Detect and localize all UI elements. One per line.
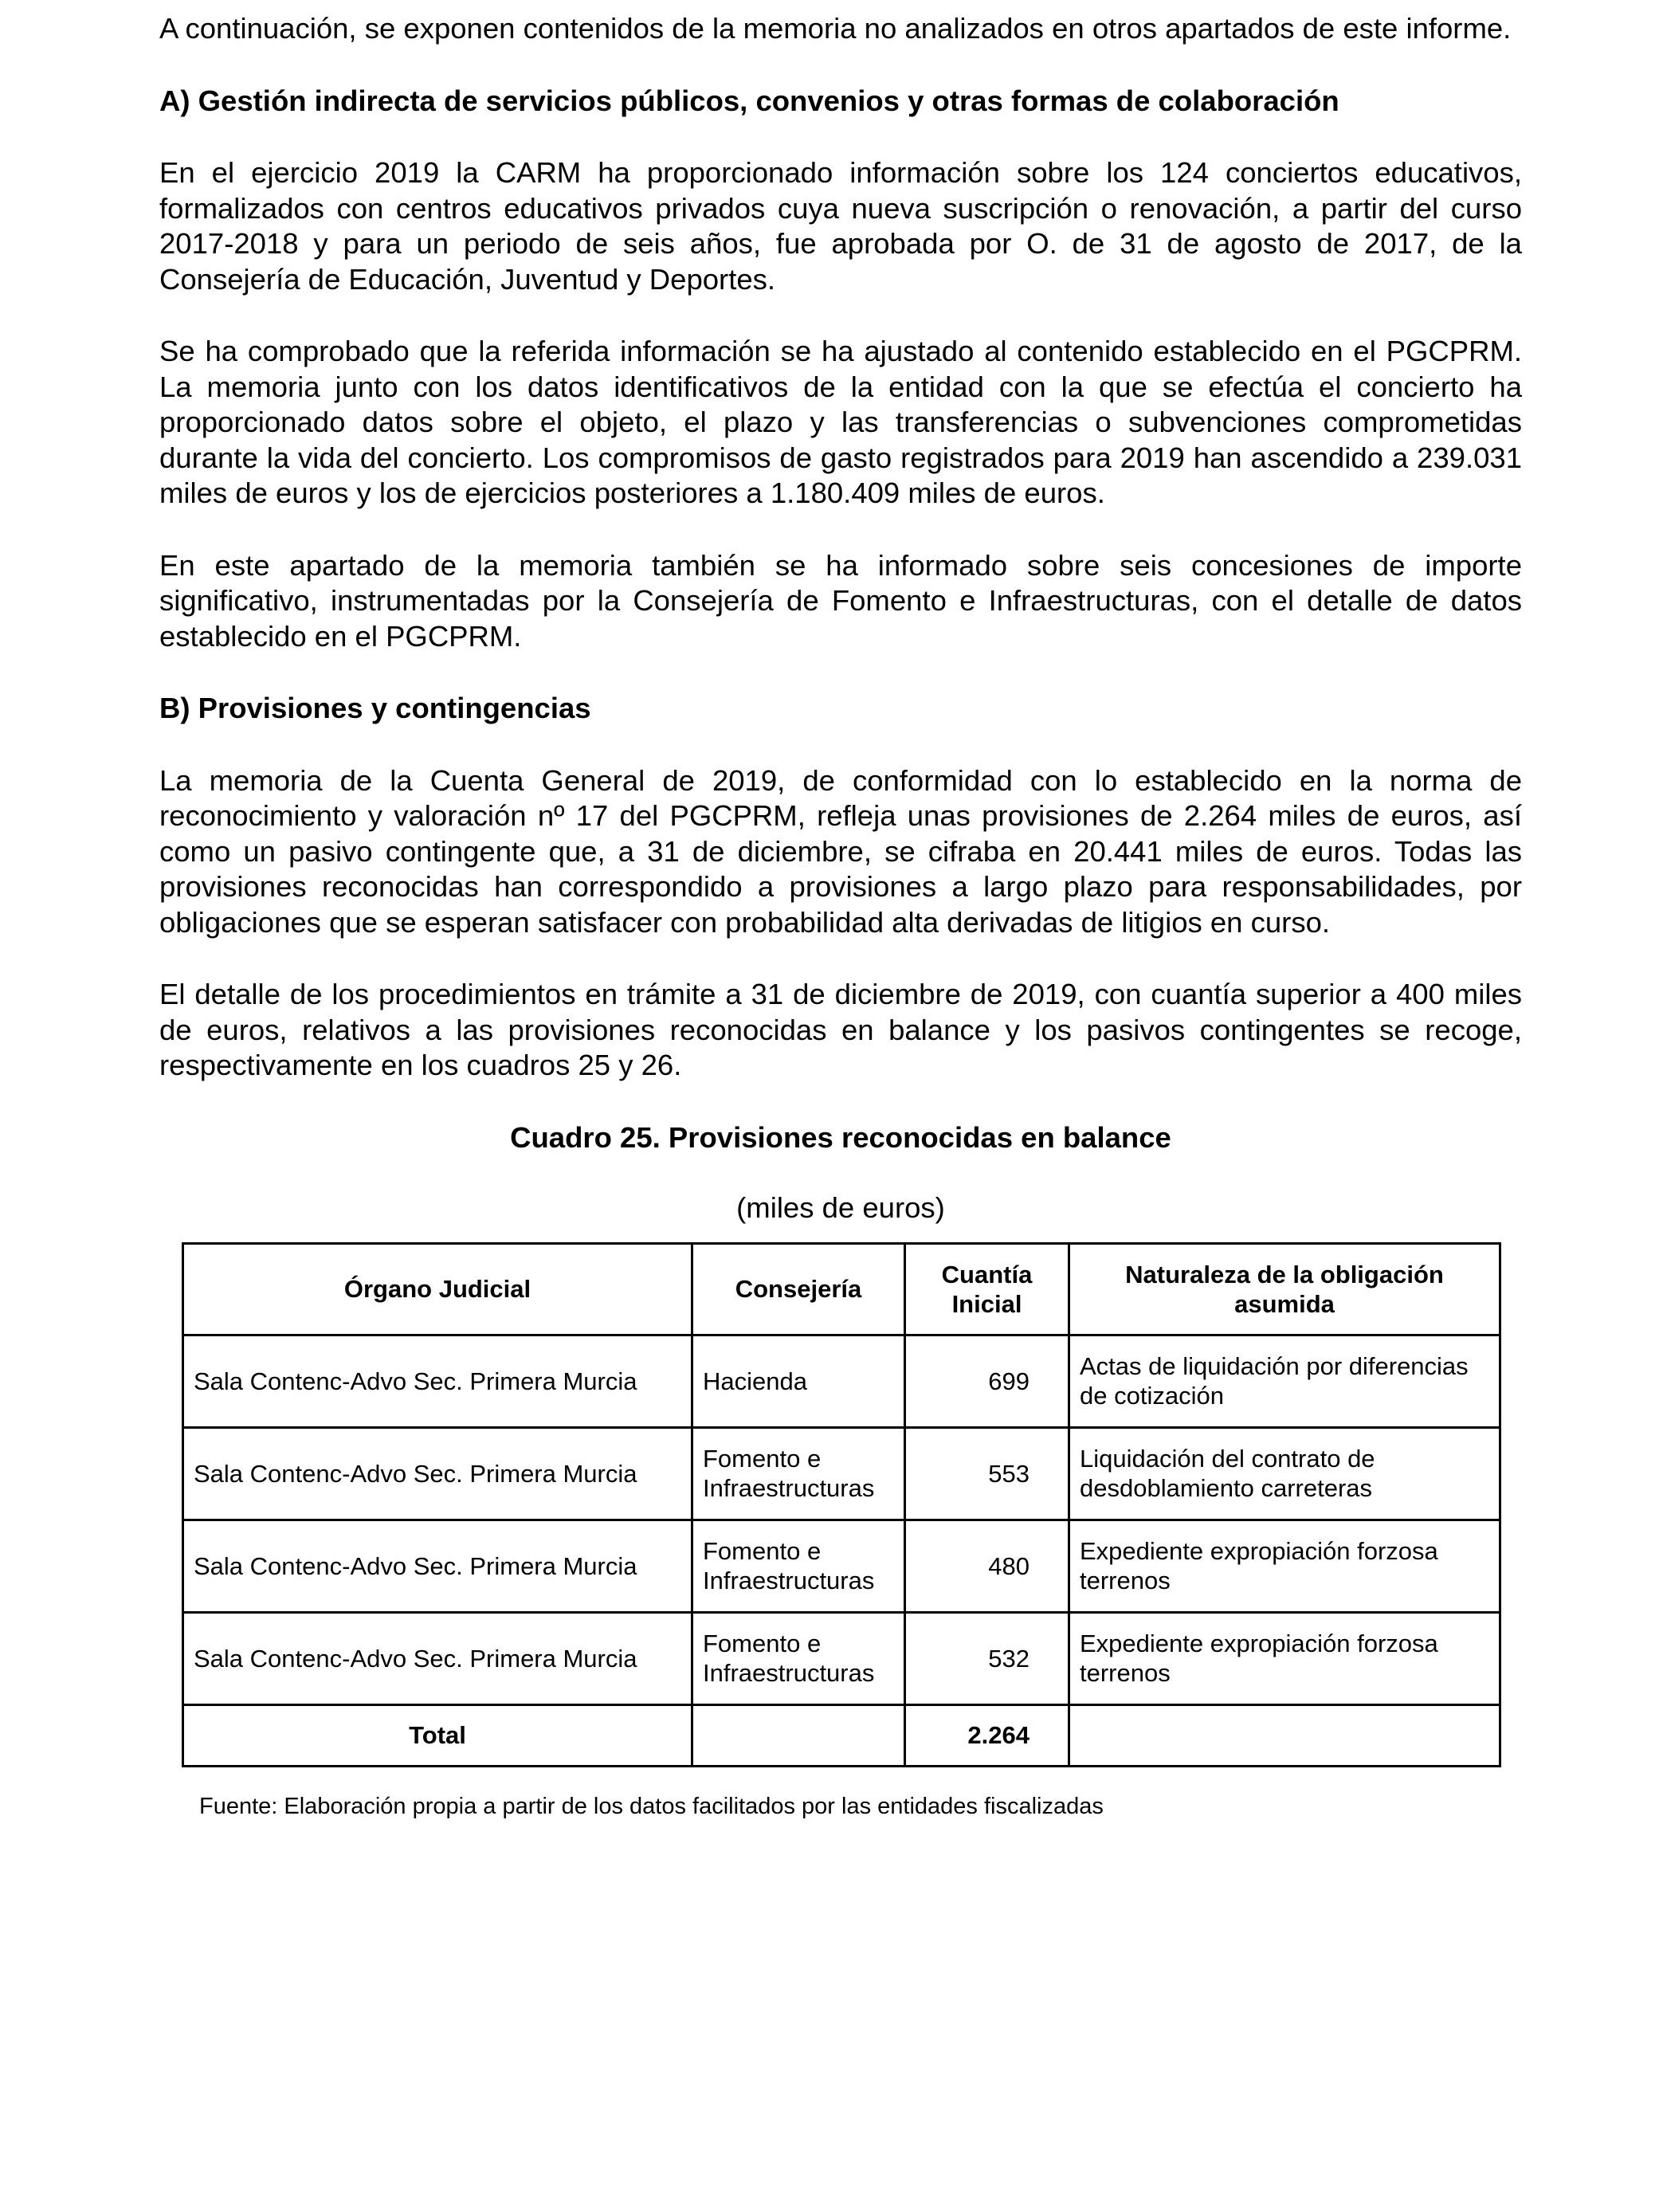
cell-organo: Sala Contenc-Advo Sec. Primera Murcia (183, 1520, 692, 1612)
header-organo: Órgano Judicial (183, 1243, 692, 1335)
cell-naturaleza: Liquidación del contrato de desdoblamiento carreteras (1069, 1427, 1500, 1520)
total-naturaleza-empty (1069, 1704, 1500, 1766)
cell-organo: Sala Contenc-Advo Sec. Primera Murcia (183, 1427, 692, 1520)
document-page (159, 11, 1522, 1819)
intro-paragraph: A continuación, se exponen contenidos de la memoria no analizados en otros apartados de este informe. (159, 12, 1512, 45)
section-a-heading: A) Gestión indirecta de servicios públicos, convenios y otras formas de colaboración (159, 84, 1339, 117)
total-label: Total (183, 1704, 692, 1766)
section-a-paragraph-3: En este apartado de la memoria también se ha informado sobre seis concesiones de importe significativo, instrumentadas por la Consejería de Fomento e Infraestructuras, con el detalle de datos establecido en el PGCPRM. (159, 548, 1522, 653)
cell-organo: Sala Contenc-Advo Sec. Primera Murcia (183, 1335, 692, 1427)
cell-consejeria: Fomento e Infraestructuras (692, 1427, 905, 1520)
table-source-note: Fuente: Elaboración propia a partir de los datos facilitados por las entidades fiscalizadas (199, 1793, 1104, 1819)
cell-naturaleza: Expediente expropiación forzosa terrenos (1069, 1520, 1500, 1612)
section-b-paragraph-2: El detalle de los procedimientos en trámite a 31 de diciembre de 2019, con cuantía superior a 400 miles de euros, relativos a las provisiones reconocidas en balance y los pasivos contingentes se recoge, respectivamente en los cuadros 25 y 26. (159, 978, 1522, 1081)
table-units: (miles de euros) (736, 1191, 945, 1224)
total-consejeria-empty (692, 1704, 905, 1766)
cell-naturaleza: Actas de liquidación por diferencias de cotización (1069, 1335, 1500, 1427)
cell-cuantia: 553 (905, 1427, 1069, 1520)
table-row (183, 1520, 1500, 1612)
header-cuantia: Cuantía Inicial (905, 1243, 1069, 1335)
table-total-row (183, 1704, 1500, 1766)
cell-cuantia: 699 (905, 1335, 1069, 1427)
section-a-paragraph-2: Se ha comprobado que la referida información se ha ajustado al contenido establecido en el PGCPRM. La memoria junto con los datos identificativos de la entidad con la que se efectúa el concierto ha proporcionado datos sobre el objeto, el plazo y las transferencias o subvenciones comprometidas durante la vida del concierto. Los compromisos de gasto registrados para 2019 han ascendido a 239.031 miles de euros y los de ejercicios posteriores a 1.180.409 miles de euros. (159, 335, 1522, 509)
table-row (183, 1427, 1500, 1520)
cell-naturaleza: Expediente expropiación forzosa terrenos (1069, 1612, 1500, 1704)
cell-consejeria: Hacienda (692, 1335, 905, 1427)
header-naturaleza: Naturaleza de la obligación asumida (1069, 1243, 1500, 1335)
table-header-row (183, 1243, 1500, 1335)
table-caption: Cuadro 25. Provisiones reconocidas en balance (510, 1120, 1171, 1154)
table-row (183, 1612, 1500, 1704)
cell-cuantia: 480 (905, 1520, 1069, 1612)
cell-consejeria: Fomento e Infraestructuras (692, 1520, 905, 1612)
table-row (183, 1335, 1500, 1427)
section-a-paragraph-1: En el ejercicio 2019 la CARM ha proporcionado información sobre los 124 conciertos educativos, formalizados con centros educativos privados cuya nueva suscripción o renovación, a partir del curso 2017-2018 y para un periodo de seis años, fue aprobada por O. de 31 de agosto de 2017, de la Consejería de Educación, Juventud y Deportes. (159, 156, 1522, 296)
header-consejeria: Consejería (692, 1243, 905, 1335)
cell-consejeria: Fomento e Infraestructuras (692, 1612, 905, 1704)
provisions-table (182, 1242, 1501, 1767)
total-value: 2.264 (905, 1704, 1069, 1766)
section-b-paragraph-1: La memoria de la Cuenta General de 2019, de conformidad con lo establecido en la norma de reconocimiento y valoración nº 17 del PGCPRM, refleja unas provisiones de 2.264 miles de euros, así como un pasivo contingente que, a 31 de diciembre, se cifraba en 20.441 miles de euros. Todas las provisiones reconocidas han correspondido a provisiones a largo plazo para responsabilidades, por obligaciones que se esperan satisfacer con probabilidad alta derivadas de litigios en curso. (159, 763, 1522, 939)
cell-organo: Sala Contenc-Advo Sec. Primera Murcia (183, 1612, 692, 1704)
section-b-heading: B) Provisiones y contingencias (159, 692, 591, 724)
cell-cuantia: 532 (905, 1612, 1069, 1704)
